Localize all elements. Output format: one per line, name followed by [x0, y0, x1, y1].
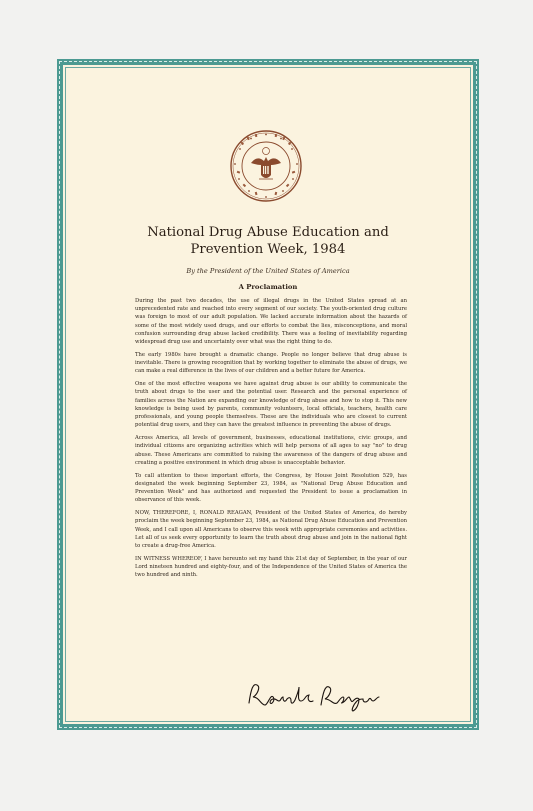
paragraph: NOW, THEREFORE, I, RONALD REAGAN, President of the United States of America, do hereby proclaim the week beginning September 23, 1984, as National Drug Abuse Education and Prevention Week, and I call upon all Americans to observe this week with appropriate ceremonies and activities. Let all of us seek every opportunity to learn the truth about drug abuse and join in the national fight to create a drug-free America.: [135, 510, 407, 549]
title-line-2: Prevention Week, 1984: [190, 242, 346, 257]
paragraph: To call attention to these important efforts, the Congress, by House Joint Resolution 529, has designated the week beginning September 23, 1984, as "National Drug Abuse Education and Prevention Week" and has authorized and requested the President to issue a proclamation in observance of this week.: [135, 472, 407, 504]
paragraph: IN WITNESS WHEREOF, I have hereunto set my hand this 21st day of September, in the year of our Lord nineteen hundred and eighty-four, and of the Independence of the United States of America the two hundred and ninth.: [135, 555, 407, 579]
proclamation-body: [135, 297, 407, 584]
proclamation-heading: A Proclamation: [238, 283, 298, 291]
paragraph: The early 1980s have brought a dramatic change. People no longer believe that drug abuse is inevitable. There is growing recognition that by working together to eliminate the abuse of drugs, we can make a real difference in the lives of our children and a better future for America.: [135, 351, 407, 375]
paragraph: During the past two decades, the use of illegal drugs in the United States spread at an unprecedented rate and reached into every segment of our society. The youth-oriented drug culture was foreign to most of our adult population. We lacked accurate information about the hazards of some of the most widely used drugs, and our efforts to combat the lies, misconceptions, and moral confusion surrounding drug abuse lacked credibility. There was a feeling of inevitability regarding widespread drug use and uncertainty over what was the right thing to do.: [135, 298, 407, 346]
title-line-1: National Drug Abuse Education and: [147, 225, 389, 240]
byline: By the President of the United States of America: [186, 267, 350, 275]
paragraph: One of the most effective weapons we have against drug abuse is our ability to communicate the truth about drugs to the user and the potential user. Research and the personal experience of families across the Nation are expanding our knowledge of drug abuse and how to stop it. This new knowledge is being used by parents, community volunteers, local officials, teachers, health care professionals, and young people themselves. These are the individuals who are closest to current potential drug users, and they can have the greatest influence in preventing the abuse of drugs.: [135, 381, 407, 429]
presidential-seal-icon: [229, 129, 303, 203]
proclamation-page: [57, 59, 479, 730]
paragraph: Across America, all levels of government, businesses, educational institutions, civic groups, and individual citizens are organizing activities which will help persons of all ages to say "no" to drug abuse. These Americans are committed to raising the awareness of the dangers of drug abuse and creating a positive environment in which drug abuse is unacceptable behavior.: [135, 435, 407, 466]
signature: [243, 675, 385, 715]
document-title: [97, 224, 439, 258]
